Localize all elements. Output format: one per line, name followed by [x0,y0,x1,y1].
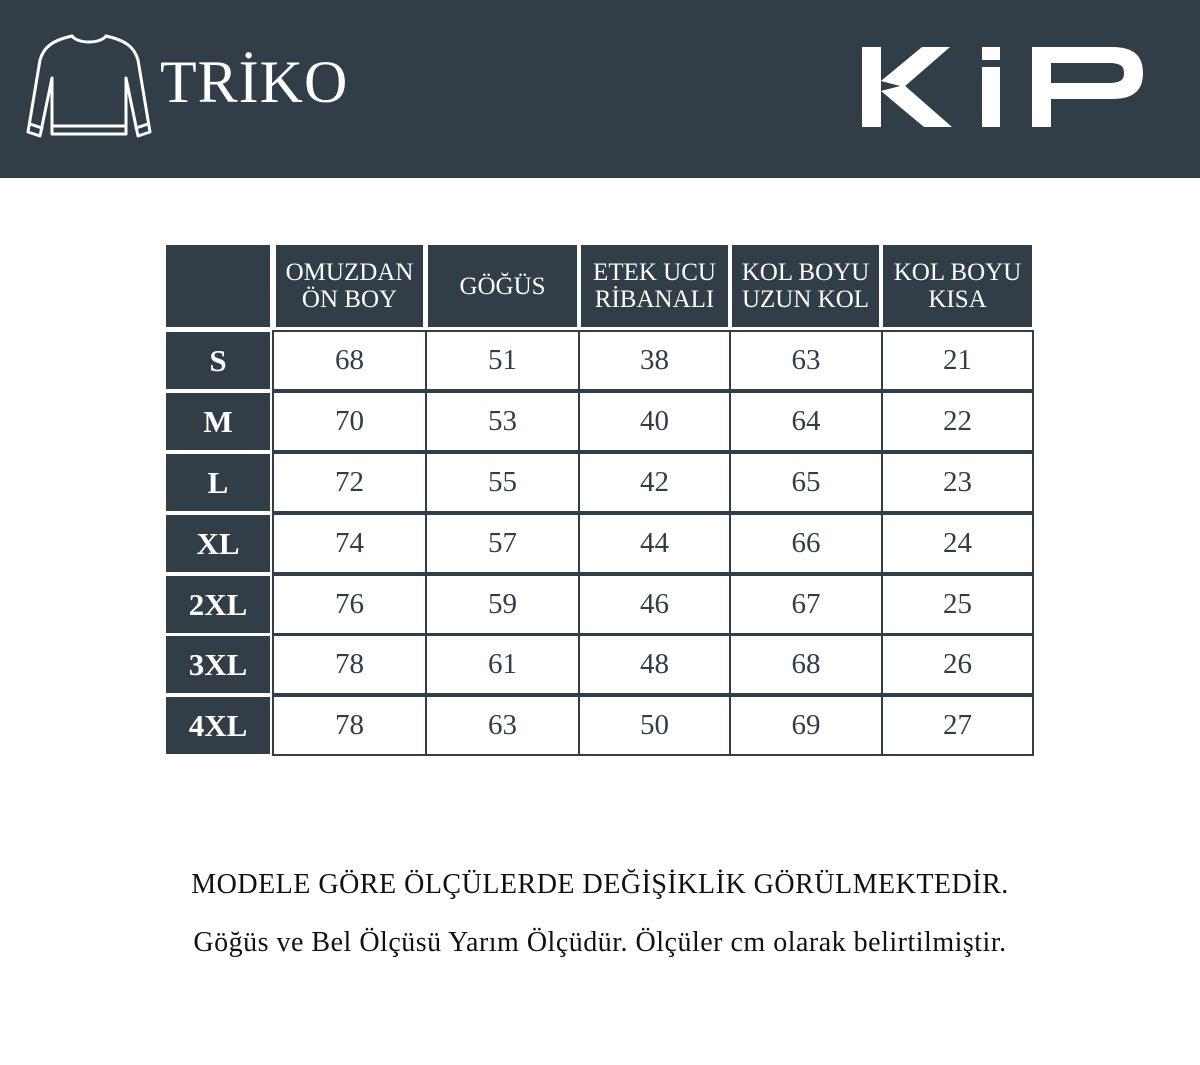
table-cell: 57 [425,513,580,574]
table-cell: 42 [578,452,731,513]
table-cell: 61 [425,634,580,695]
size-label: M [166,393,270,450]
size-label: 2XL [166,576,270,633]
table-cell: 74 [272,513,427,574]
table-cell: 78 [272,695,427,756]
column-header: ETEK UCU RİBANALI [581,245,728,327]
table-cell: 64 [729,391,883,452]
table-corner [166,245,270,327]
table-cell: 66 [729,513,883,574]
table-cell: 46 [578,574,731,635]
column-header: OMUZDAN ÖN BOY [276,245,423,327]
table-cell: 23 [881,452,1034,513]
table-cell: 68 [729,634,883,695]
size-label: S [166,332,270,389]
table-cell: 59 [425,574,580,635]
size-label: XL [166,515,270,572]
table-cell: 78 [272,634,427,695]
table-cell: 38 [578,330,731,391]
size-label: 3XL [166,636,270,693]
table-cell: 21 [881,330,1034,391]
table-cell: 76 [272,574,427,635]
table-cell: 25 [881,574,1034,635]
table-cell: 70 [272,391,427,452]
table-cell: 26 [881,634,1034,695]
sweater-icon [24,30,154,145]
table-cell: 27 [881,695,1034,756]
measurement-note: Göğüs ve Bel Ölçüsü Yarım Ölçüdür. Ölçüler cm olarak belirtilmiştir. [193,927,1007,958]
table-cell: 24 [881,513,1034,574]
table-cell: 50 [578,695,731,756]
header-banner [0,0,1200,178]
size-label: L [166,454,270,511]
table-cell: 53 [425,391,580,452]
table-cell: 44 [578,513,731,574]
column-header: KOL BOYU UZUN KOL [732,245,879,327]
brand-logo [860,45,1145,130]
table-cell: 68 [272,330,427,391]
table-cell: 63 [729,330,883,391]
table-cell: 22 [881,391,1034,452]
table-cell: 72 [272,452,427,513]
size-label: 4XL [166,697,270,754]
table-cell: 55 [425,452,580,513]
column-header: GÖĞÜS [428,245,577,327]
table-cell: 67 [729,574,883,635]
table-cell: 65 [729,452,883,513]
table-cell: 40 [578,391,731,452]
column-header: KOL BOYU KISA [883,245,1032,327]
disclaimer-note: MODELE GÖRE ÖLÇÜLERDE DEĞİŞİKLİK GÖRÜLMEKTEDİR. [191,869,1009,900]
table-cell: 51 [425,330,580,391]
table-cell: 63 [425,695,580,756]
table-cell: 48 [578,634,731,695]
page-title: TRİKO [160,49,349,115]
table-cell: 69 [729,695,883,756]
